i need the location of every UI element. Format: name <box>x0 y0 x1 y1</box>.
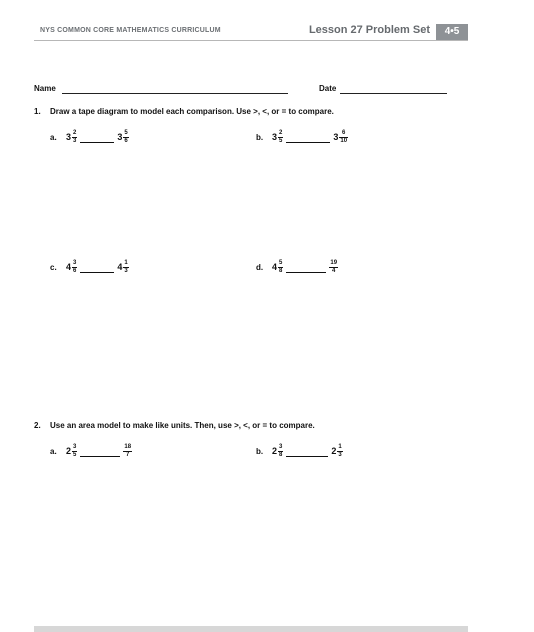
left-mixed-number <box>272 130 283 145</box>
denominator: 3 <box>73 137 77 144</box>
problem-2b <box>256 441 343 461</box>
whole-part: 2 <box>331 446 337 456</box>
fraction <box>278 130 283 145</box>
fraction <box>337 444 342 459</box>
numerator: 5 <box>124 129 128 136</box>
denominator: 5 <box>279 137 283 144</box>
denominator: 3 <box>338 451 342 458</box>
comparison-blank[interactable] <box>286 272 326 273</box>
comparison-blank[interactable] <box>80 142 114 143</box>
numerator: 1 <box>338 443 342 450</box>
problem-2-number: 2. <box>34 421 41 430</box>
whole-part: 4 <box>117 262 123 272</box>
problem-1c <box>50 257 129 277</box>
fraction <box>278 260 283 275</box>
denominator: 6 <box>124 137 128 144</box>
date-field-line[interactable] <box>340 93 447 94</box>
grade-module-badge: 4•5 <box>436 24 468 40</box>
right-mixed-number <box>333 130 348 145</box>
whole-part: 3 <box>272 132 278 142</box>
problem-1-number: 1. <box>34 107 41 116</box>
page-header <box>34 24 468 40</box>
numerator: 3 <box>279 443 283 450</box>
fraction <box>278 444 283 459</box>
fraction <box>339 130 348 145</box>
numerator: 5 <box>279 259 283 266</box>
name-field-line[interactable] <box>62 93 288 94</box>
right-fraction <box>123 444 132 459</box>
item-label: a. <box>50 446 57 456</box>
fraction <box>72 260 77 275</box>
item-label: b. <box>256 132 264 142</box>
left-mixed-number <box>66 130 77 145</box>
whole-part: 3 <box>333 132 339 142</box>
right-mixed-number <box>117 260 128 275</box>
comparison-blank[interactable] <box>286 456 328 457</box>
numerator: 6 <box>342 129 346 136</box>
problem-1a <box>50 127 129 147</box>
numerator: 3 <box>73 259 77 266</box>
denominator: 8 <box>279 451 283 458</box>
item-label: d. <box>256 262 264 272</box>
lesson-title: Lesson 27 Problem Set <box>308 24 430 36</box>
right-mixed-number <box>331 444 342 459</box>
fraction <box>123 444 132 459</box>
item-label: a. <box>50 132 57 142</box>
numerator: 2 <box>73 129 77 136</box>
numerator: 3 <box>73 443 77 450</box>
whole-part: 2 <box>66 446 72 456</box>
comparison-blank[interactable] <box>80 272 114 273</box>
problem-1-text: Draw a tape diagram to model each comparison. Use >, <, or = to compare. <box>50 107 334 116</box>
fraction <box>123 260 128 275</box>
fraction <box>72 130 77 145</box>
problem-1b <box>256 127 348 147</box>
denominator: 7 <box>126 451 130 458</box>
left-mixed-number <box>272 260 283 275</box>
denominator: 8 <box>279 267 283 274</box>
whole-part: 3 <box>117 132 123 142</box>
whole-part: 4 <box>66 262 72 272</box>
name-label: Name <box>34 84 56 93</box>
whole-part: 2 <box>272 446 278 456</box>
whole-part: 4 <box>272 262 278 272</box>
problem-2-text: Use an area model to make like units. Then, use >, <, or = to compare. <box>50 421 315 430</box>
curriculum-title: NYS COMMON CORE MATHEMATICS CURRICULUM <box>40 27 221 34</box>
left-mixed-number <box>66 260 77 275</box>
left-mixed-number <box>66 444 77 459</box>
problem-1d <box>256 257 338 277</box>
numerator: 19 <box>330 259 338 266</box>
denominator: 4 <box>332 267 336 274</box>
fraction <box>329 260 338 275</box>
header-divider <box>34 40 468 41</box>
fraction <box>123 130 128 145</box>
numerator: 2 <box>279 129 283 136</box>
problem-2a <box>50 441 132 461</box>
problem-2-instruction <box>34 421 315 430</box>
numerator: 1 <box>124 259 128 266</box>
item-label: c. <box>50 262 57 272</box>
footer-bar <box>34 626 468 632</box>
denominator: 10 <box>340 137 348 144</box>
date-label: Date <box>319 84 337 93</box>
comparison-blank[interactable] <box>286 142 330 143</box>
whole-part: 3 <box>66 132 72 142</box>
comparison-blank[interactable] <box>80 456 120 457</box>
right-fraction <box>329 260 338 275</box>
denominator: 3 <box>124 267 128 274</box>
item-label: b. <box>256 446 264 456</box>
numerator: 18 <box>124 443 132 450</box>
denominator: 6 <box>73 267 77 274</box>
right-mixed-number <box>117 130 128 145</box>
problem-1-instruction <box>34 107 334 116</box>
left-mixed-number <box>272 444 283 459</box>
fraction <box>72 444 77 459</box>
denominator: 5 <box>73 451 77 458</box>
